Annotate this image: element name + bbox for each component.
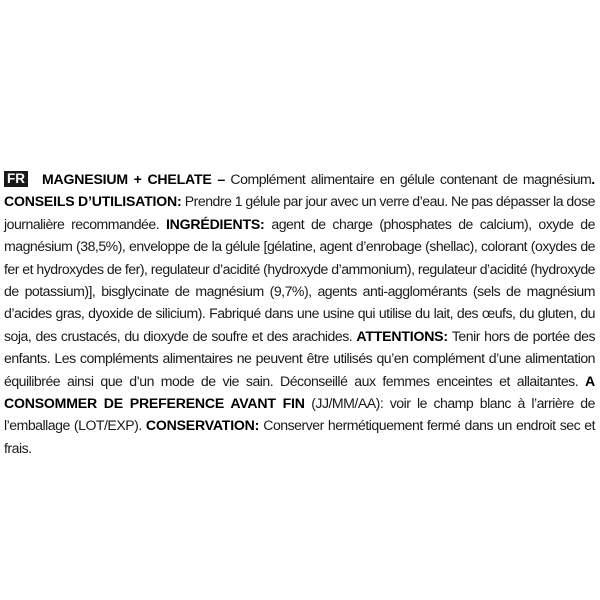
ingredients-text: agent de charge (phosphates de calcium), oxyde de magnésium (38,5%), enveloppe de la gélule [gélatine, agent d’enrobage (shellac), colorant (oxydes de fer et hydroxydes de fer), regulateur d’acidité (hydroxyde d’ammonium), regulateur d’acidité (hydroxyde de potassium)], bisglycinate de magnésium (9,7%), agents anti-agglomérants (sels de magnésium d’acides gras, dyoxide de silicium). Fabriqué dans une usine qui utilise du lait, des œufs, du gluten, du soja, des crustacés, du dioxyde de soufre et des arachides. (4, 215, 595, 344)
storage-heading: CONSERVATION: (145, 417, 260, 434)
usage-text: Prendre 1 gélule par jour avec un verre d’eau. Ne pas dépasser la dose journalière recommandée. (4, 193, 595, 232)
product-description: Complément alimentaire en gélule contenant de magnésium (224, 171, 592, 187)
usage-heading: CONSEILS D’UTILISATION: (4, 193, 182, 210)
product-name: MAGNESIUM + CHELATE – (42, 171, 225, 187)
best-before-heading: A CONSOMMER DE PREFERENCE AVANT FIN (4, 372, 595, 412)
attention-heading: ATTENTIONS: (356, 327, 448, 344)
description-period: . (591, 171, 595, 187)
language-badge: FR (4, 171, 28, 187)
storage-text: Conserver hermétiquement fermé dans un endroit sec et frais. (4, 417, 595, 456)
attention-text: Tenir hors de portée des enfants. Les compléments alimentaires ne peuvent être utilisés qu’en complément d’une alimentation équilibrée ainsi que d’un mode de vie sain. Déconseillé aux femmes enceintes et allaitantes. (4, 327, 595, 389)
ingredients-heading: INGRÉDIENTS: (165, 215, 265, 232)
best-before-text: (JJ/MM/AA): voir le champ blanc à l’arrière de l’emballage (LOT/EXP). (4, 395, 595, 434)
product-label-text (4, 168, 595, 459)
